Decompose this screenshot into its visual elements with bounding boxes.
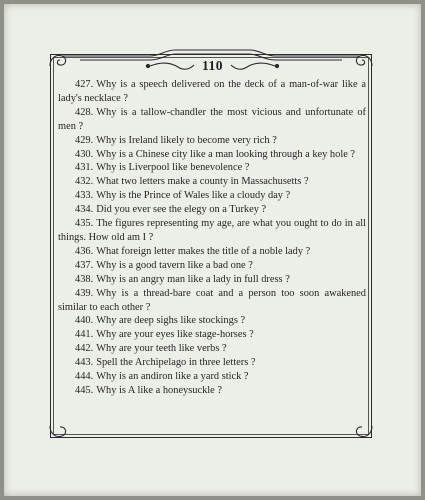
question-item <box>58 189 366 203</box>
question-item <box>58 273 366 287</box>
question-item <box>58 370 366 384</box>
question-number: 433. <box>75 190 94 202</box>
question-text: Why is A like a honeysuckle ? <box>96 384 223 396</box>
question-item <box>58 287 366 315</box>
question-text: Why is a thread-bare coat and a person too soon awakened similar to each other ? <box>58 287 366 313</box>
question-item <box>58 328 366 342</box>
question-number: 438. <box>75 273 94 285</box>
question-text: Did you ever see the elegy on a Turkey ? <box>96 204 267 216</box>
question-item <box>58 78 366 106</box>
question-number: 439. <box>75 287 94 299</box>
question-number: 436. <box>75 245 94 257</box>
question-item <box>58 245 366 259</box>
question-item <box>58 161 366 175</box>
question-number: 430. <box>75 148 94 160</box>
question-text: Why is Ireland likely to become very rich ? <box>96 134 277 146</box>
question-item <box>58 148 366 162</box>
question-item <box>58 175 366 189</box>
question-item <box>58 314 366 328</box>
question-item <box>58 203 366 217</box>
question-text: Why is the Prince of Wales like a cloudy day ? <box>96 190 291 202</box>
question-number: 428. <box>75 106 94 118</box>
question-item <box>58 106 366 134</box>
question-item <box>58 134 366 148</box>
question-item <box>58 342 366 356</box>
question-number: 434. <box>75 204 94 216</box>
question-text: What foreign letter makes the title of a noble lady ? <box>96 245 311 257</box>
question-text: Why is a tallow-chandler the most vicious and unfortunate of men ? <box>58 106 366 132</box>
question-text: Why is a speech delivered on the deck of a man-of-war like a lady's necklace ? <box>58 79 366 104</box>
question-number: 441. <box>75 329 94 341</box>
question-number: 429. <box>75 134 94 146</box>
page-number: 110 <box>201 58 223 73</box>
question-text: What two letters make a county in Massachusetts ? <box>96 176 309 188</box>
question-text: Why is an andiron like a yard stick ? <box>96 371 249 383</box>
question-text: The figures representing my age, are what you ought to do in all things. How old am I ? <box>58 218 366 243</box>
question-text: Why are your eyes like stage-horses ? <box>96 329 254 341</box>
question-number: 432. <box>75 176 94 188</box>
question-number: 442. <box>75 343 94 355</box>
question-text: Why is an angry man like a lady in full dress ? <box>96 273 290 285</box>
question-item <box>58 217 366 245</box>
question-text: Spell the Archipelago in three letters ? <box>96 357 256 369</box>
question-number: 437. <box>75 259 94 271</box>
question-number: 445. <box>75 384 94 396</box>
question-number: 444. <box>75 371 94 383</box>
question-item <box>58 259 366 273</box>
question-list <box>58 78 366 398</box>
question-number: 440. <box>75 315 94 327</box>
question-number: 443. <box>75 357 94 369</box>
question-text: Why are your teeth like verbs ? <box>96 343 227 355</box>
question-text: Why is a good tavern like a bad one ? <box>96 259 253 271</box>
question-number: 435. <box>75 218 94 230</box>
question-item <box>58 356 366 370</box>
question-number: 427. <box>75 79 94 90</box>
question-text: Why is Liverpool like benevolence ? <box>96 162 250 174</box>
question-number: 431. <box>75 162 94 174</box>
question-item <box>58 384 366 398</box>
question-text: Why are deep sighs like stockings ? <box>96 315 246 327</box>
question-text: Why is a Chinese city like a man looking through a key hole ? <box>96 148 356 160</box>
